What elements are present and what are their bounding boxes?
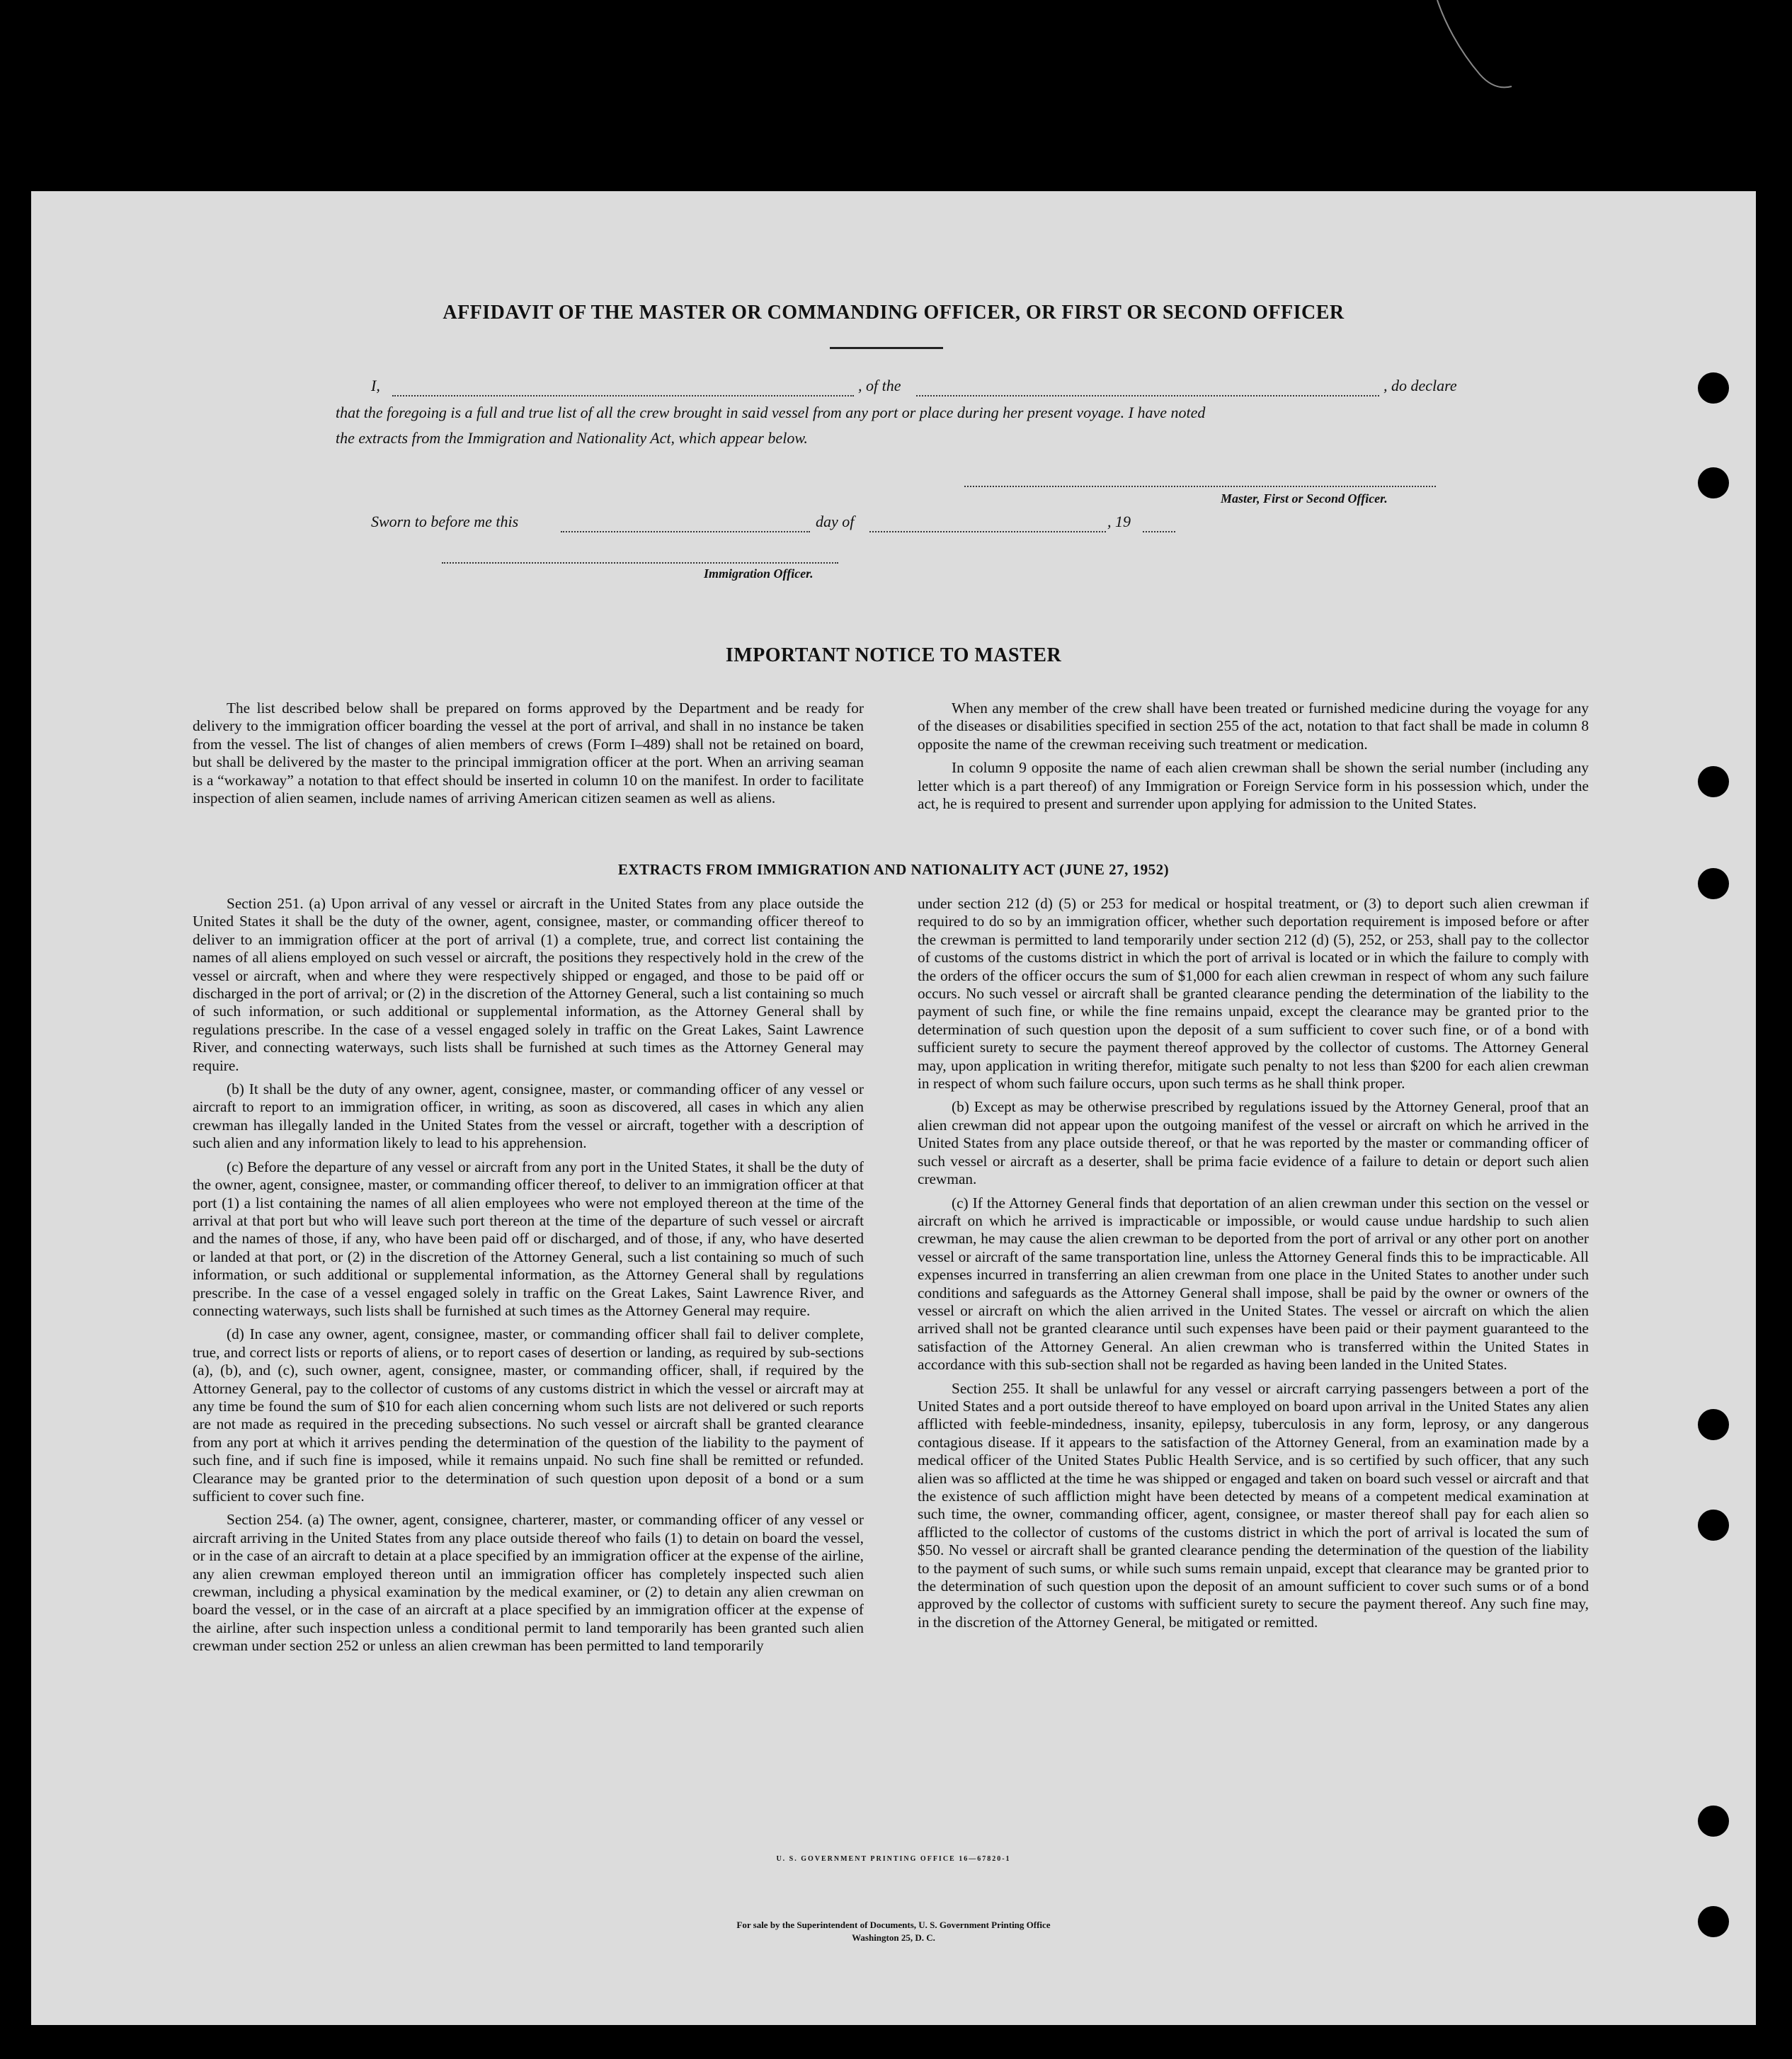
extracts-paragraph: Section 255. It shall be unlawful for any vessel or aircraft carrying passengers between a port of the United States and a port outside thereof to have employed on board upon arrival in the United States any alien afflicted with feeble-mindedness, insanity, epilepsy, tuberculosis in any form, leprosy, or any dangerous contagious disease. If it appears to the satisfaction of the Attorney General, from an examination made by a medical officer of the United States Public Health Service, and is so certified by such officer, that any such alien was so afflicted at the time he was shipped or engaged and taken on board such vessel or aircraft and that the existence of such affliction might have been detected by means of a competent medical examination at such time, the owner, commanding officer, agent, consignee, or master thereof shall pay for each alien so afflicted to the collector of customs of the customs district in which the port of arrival is located the sum of $50. No vessel or aircraft shall be granted clearance pending the determination of the question of the liability to the payment of such sums, or while such sums remain unpaid, except that clearance may be granted prior to the determination of such question upon the deposit of an amount sufficient to cover such sums or of a bond approved by the collector of customs with sufficient surety to secure the payment thereof. Any such fine may, in the discretion of the Attorney General, be mitigated or remitted. <box>918 1379 1589 1631</box>
extracts-paragraph: (c) Before the departure of any vessel or aircraft from any port in the United States, it shall be the duty of the owner, agent, consignee, master, or commanding officer thereof, to deliver to an immigration officer at that port (1) a list containing the names of all alien employees who were not employed thereon at the time of the arrival at that port but who will leave such port thereon at the time of the departure of such vessel or aircraft and the names of those, if any, who have been paid off or discharged, and of those, if any, who have deserted or landed at that port, or (2) in the discretion of the Attorney General, such a list containing so much of such information, or such additional or supplemental information, as the Attorney General shall by regulations prescribe. In the case of a vessel engaged solely in traffic on the Great Lakes, Saint Lawrence River, and connecting waterways, such lists shall be furnished at such times as the Attorney General may require. <box>193 1158 864 1319</box>
extracts-paragraph: (d) In case any owner, agent, consignee, master, or commanding officer shall fail to deliver complete, true, and correct lists or reports of aliens, or to report cases of desertion or landing, as required by sub-sections (a), (b), and (c), such owner, agent, consignee, master, or commanding officer, shall, if required by the Attorney General, pay to the collector of customs of any customs district in which the vessel or aircraft may at any time be found the sum of $10 for each alien concerning whom such lists are not delivered or such reports are not made as required in the preceding subsections. No such vessel or aircraft shall be granted clearance from any port at which it arrives pending the determination of the question of the liability to the payment of such fine, and if such fine is imposed, while it remains unpaid. No such fine shall be remitted or refunded. Clearance may be granted prior to the determination of such question upon deposit of a bond or a sum sufficient to cover such fine. <box>193 1325 864 1505</box>
master-signature-blank[interactable] <box>964 486 1436 487</box>
extracts-paragraph: (b) It shall be the duty of any owner, agent, consignee, master, or commanding officer of any vessel or aircraft to report to an immigration officer, in writing, as soon as discovered, all cases in which any alien crewman has illegally landed in the United States from the vessel or aircraft, together with a description of such alien and any information likely to lead to his apprehension. <box>193 1080 864 1152</box>
affidavit-i-label: I, <box>371 377 380 394</box>
printing-office-imprint: U. S. GOVERNMENT PRINTING OFFICE 16—67820-1 <box>776 1855 1011 1863</box>
punch-hole <box>1698 766 1729 797</box>
officer-signature-caption: Immigration Officer. <box>704 566 814 581</box>
notice-title: IMPORTANT NOTICE TO MASTER <box>725 644 1062 666</box>
punch-hole <box>1698 1409 1729 1440</box>
sworn-day-blank[interactable] <box>561 531 810 532</box>
extracts-left-column <box>193 895 864 1661</box>
name-blank[interactable] <box>392 395 854 397</box>
sworn-month-blank[interactable] <box>869 531 1106 532</box>
day-of-label: day of <box>816 513 855 530</box>
document-page <box>31 191 1756 2025</box>
notice-paragraph: In column 9 opposite the name of each alien crewman shall be shown the serial number (including any letter which is a part thereof) of any Immigration or Foreign Service form in his possession which, under the act, he is required to present and surrender upon applying for admission to the United States. <box>918 759 1589 813</box>
title-rule <box>830 347 943 349</box>
affidavit-declare-label: , do declare <box>1383 377 1457 394</box>
affidavit-line-2: that the foregoing is a full and true list of all the crew brought in said vessel from any port or place during her present voyage. I have noted <box>336 404 1206 421</box>
sworn-label: Sworn to before me this <box>371 513 519 530</box>
sale-notice-line-2: Washington 25, D. C. <box>852 1932 935 1943</box>
affidavit-of-the-label: , of the <box>858 377 901 394</box>
extracts-paragraph: (b) Except as may be otherwise prescribed by regulations issued by the Attorney General, proof that an alien crewman did not appear upon the outgoing manifest of the vessel or aircraft on which he arrived in the United States from any place outside thereof, or that he was reported by the master or commanding officer of such vessel or aircraft as a deserter, shall be prima facie evidence of a failure to detain or deport such alien crewman. <box>918 1098 1589 1188</box>
extracts-right-column <box>918 895 1589 1637</box>
year-label: , 19 <box>1107 513 1131 530</box>
notice-left-column <box>193 700 864 813</box>
officer-signature-blank[interactable] <box>442 562 838 564</box>
punch-hole <box>1698 1510 1729 1541</box>
extracts-paragraph: under section 212 (d) (5) or 253 for medical or hospital treatment, or (3) to deport such alien crewman if required to do so by an immigration officer, whether such deportation requirement is imposed before or after the crewman is permitted to land temporarily under section 212 (d) (5), 252, or 253, shall pay to the collector of customs of the customs district in which the port of arrival is located or in which the failure to comply with the orders of the officer occurs the sum of $1,000 for each alien crewman in respect of whom any such failure occurs. No such vessel or aircraft shall be granted clearance pending the determination of the liability to the payment of such fine, or while the fine remains unpaid, except the clearance may be granted prior to the determination of such question upon the deposit of a sum sufficient to cover such fine, or of a bond with sufficient surety to secure the payment thereof approved by the collector of customs. The Attorney General may, upon application in writing therefor, mitigate such penalty to not less than $200 for each alien crewman in respect of whom such failure occurs, upon such terms as he shall think proper. <box>918 895 1589 1093</box>
sale-notice-line-1: For sale by the Superintendent of Documents, U. S. Government Printing Office <box>736 1920 1051 1930</box>
notice-paragraph: The list described below shall be prepared on forms approved by the Department and be ready for delivery to the immigration officer boarding the vessel at the port of arrival, and shall in no instance be taken from the vessel. The list of changes of alien members of crews (Form I–489) shall not be retained on board, but shall be delivered by the master to the principal immigration officer at the port. When an arriving seaman is a “workaway” a notation to that effect should be inserted in column 10 on the manifest. In order to facilitate inspection of alien seamen, include names of arriving American citizen seamen as well as aliens. <box>193 700 864 807</box>
extracts-title: EXTRACTS FROM IMMIGRATION AND NATIONALITY ACT (JUNE 27, 1952) <box>617 861 1170 878</box>
affidavit-title: AFFIDAVIT OF THE MASTER OR COMMANDING OFFICER, OR FIRST OR SECOND OFFICER <box>443 302 1345 324</box>
punch-hole <box>1698 1806 1729 1837</box>
punch-hole <box>1698 372 1729 404</box>
vessel-blank[interactable] <box>916 395 1379 397</box>
extracts-paragraph: Section 254. (a) The owner, agent, consignee, charterer, master, or commanding officer of any vessel or aircraft arriving in the United States from any place outside thereof who fails (1) to detain on board the vessel, or in the case of an aircraft to detain at a place specified by an immigration officer at the expense of the airline, any alien crewman employed thereon until an immigration officer has completely inspected such alien crewman, including a physical examination by the medical examiner, or (2) to detain any alien crewman on board the vessel, or in the case of an aircraft at a place specified by an immigration officer at the expense of the airline, after such inspection unless a conditional permit to land temporarily has been granted such alien crewman under section 252 or unless an alien crewman has been permitted to land temporarily <box>193 1511 864 1655</box>
sworn-year-blank[interactable] <box>1143 531 1175 532</box>
scan-artifact <box>1430 0 1572 92</box>
affidavit-line-3: the extracts from the Immigration and Nationality Act, which appear below. <box>336 429 808 447</box>
notice-paragraph: When any member of the crew shall have been treated or furnished medicine during the voyage for any of the diseases or disabilities specified in section 255 of the act, notation to that fact shall be made in column 8 opposite the name of the crewman receiving such treatment or medication. <box>918 700 1589 753</box>
master-signature-caption: Master, First or Second Officer. <box>1221 491 1388 506</box>
punch-hole <box>1698 467 1729 498</box>
extracts-paragraph: Section 251. (a) Upon arrival of any vessel or aircraft in the United States from any place outside the United States it shall be the duty of the owner, agent, consignee, master, or commanding officer thereof to deliver to an immigration officer at the port of arrival (1) a complete, true, and correct list containing the names of all aliens employed on such vessel or aircraft, the positions they respectively hold in the crew of the vessel or aircraft, when and where they were respectively shipped or engaged, and those to be paid off or discharged in the port of arrival; or (2) in the discretion of the Attorney General, such a list containing so much of such information, or such additional or supplemental information, as the Attorney General shall by regulations prescribe. In the case of a vessel engaged solely in traffic on the Great Lakes, Saint Lawrence River, and connecting waterways, such lists shall be furnished at such times as the Attorney General may require. <box>193 895 864 1074</box>
extracts-paragraph: (c) If the Attorney General finds that deportation of an alien crewman under this section on the vessel or aircraft on which he arrived is impracticable or impossible, or would cause undue hardship to such alien crewman, he may cause the alien crewman to be deported from the port of arrival or any other port on another vessel or aircraft of the same transportation line, unless the Attorney General finds this to be impracticable. All expenses incurred in transferring an alien crewman from one place in the United States to another under such conditions and safeguards as the Attorney General shall impose, shall be paid by the owner or owners of the vessel or aircraft on which the alien arrived in the United States. The vessel or aircraft on which the alien arrived shall not be granted clearance until such expenses have been paid or their payment guaranteed to the satisfaction of the Attorney General. An alien crewman who is transferred within the United States in accordance with this sub-section shall not be regarded as having been landed in the United States. <box>918 1194 1589 1374</box>
notice-right-column <box>918 700 1589 819</box>
